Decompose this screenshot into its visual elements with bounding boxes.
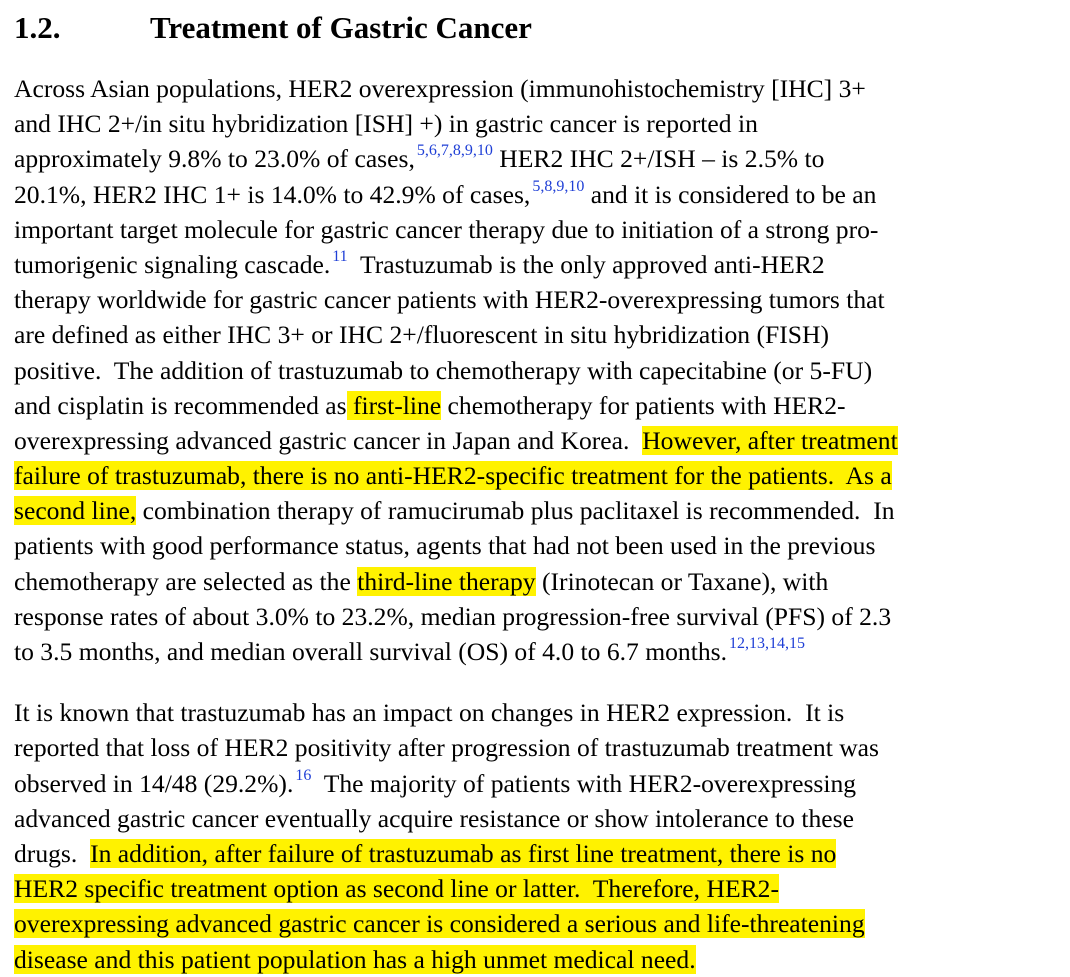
text-line <box>14 695 1064 730</box>
text-run: 20.1%, HER2 IHC 1+ is 14.0% to 42.9% of cases, <box>14 179 531 209</box>
text-line <box>14 634 1064 669</box>
highlighted-text: disease and this patient population has a high unmet medical need. <box>14 944 696 974</box>
section-heading <box>14 10 1064 46</box>
citation-ref[interactable]: 16 <box>295 766 312 784</box>
highlighted-text: second line, <box>14 496 137 526</box>
text-run: drugs. <box>14 838 91 868</box>
text-run: approximately 9.8% to 23.0% of cases, <box>14 144 415 174</box>
highlighted-text: In addition, after failure of trastuzumab as first line treatment, there is no <box>90 838 837 868</box>
text-line <box>14 564 1064 599</box>
text-line <box>14 353 1064 388</box>
text-run: important target molecule for gastric cancer therapy due to initiation of a strong pro- <box>14 214 879 244</box>
highlighted-text: HER2 specific treatment option as second line or latter. Therefore, HER2- <box>14 874 779 904</box>
text-run: The majority of patients with HER2-overexpressing <box>311 768 857 798</box>
text-line <box>14 766 1064 801</box>
section-title: Treatment of Gastric Cancer <box>150 10 532 45</box>
text-line <box>14 458 1064 493</box>
text-line <box>14 801 1064 836</box>
text-run: therapy worldwide for gastric cancer patients with HER2-overexpressing tumors that <box>14 285 885 315</box>
text-line <box>14 212 1064 247</box>
text-run: to 3.5 months, and median overall survival (OS) of 4.0 to 6.7 months. <box>14 637 727 666</box>
section-number: 1.2. <box>14 10 61 45</box>
text-run: It is known that trastuzumab has an impact on changes in HER2 expression. It is <box>14 698 845 728</box>
text-run: chemotherapy for patients with HER2- <box>441 390 846 420</box>
highlighted-text: failure of trastuzumab, there is no anti-HER2-specific treatment for the patients. As a <box>14 461 892 491</box>
text-run: advanced gastric cancer eventually acquire resistance or show intolerance to these <box>14 803 854 833</box>
citation-ref[interactable]: 12,13,14,15 <box>729 635 805 652</box>
text-line <box>14 599 1064 634</box>
text-line <box>14 836 1064 871</box>
text-line <box>14 71 1064 106</box>
text-run: combination therapy of ramucirumab plus paclitaxel is recommended. In <box>136 496 895 526</box>
text-line <box>14 493 1064 528</box>
citation-ref[interactable]: 5,6,7,8,9,10 <box>416 142 493 160</box>
text-run: and cisplatin is recommended as <box>14 390 347 420</box>
highlighted-text: first-line <box>346 390 442 420</box>
text-line <box>14 730 1064 765</box>
text-line <box>14 906 1064 941</box>
paragraph-treatment-overview <box>14 71 1064 669</box>
text-run: patients with good performance status, agents that had not been used in the previous <box>14 531 876 561</box>
text-line <box>14 247 1064 282</box>
text-line <box>14 423 1064 458</box>
text-run: observed in 14/48 (29.2%). <box>14 768 294 798</box>
text-run: overexpressing advanced gastric cancer in Japan and Korea. <box>14 425 643 455</box>
text-line <box>14 317 1064 352</box>
text-run: Trastuzumab is the only approved anti-HER2 <box>347 249 825 279</box>
text-line <box>14 106 1064 141</box>
citation-ref[interactable]: 11 <box>332 247 348 265</box>
text-line <box>14 141 1064 176</box>
text-line <box>14 177 1064 212</box>
highlighted-text: However, after treatment <box>642 425 898 455</box>
citation-ref[interactable]: 5,8,9,10 <box>532 177 585 195</box>
text-run: reported that loss of HER2 positivity after progression of trastuzumab treatment was <box>14 733 880 763</box>
text-run: and IHC 2+/in situ hybridization [ISH] +) in gastric cancer is reported in <box>14 109 758 139</box>
text-run: and it is considered to be an <box>584 179 877 209</box>
text-run: tumorigenic signaling cascade. <box>14 249 331 279</box>
text-run: Across Asian populations, HER2 overexpression (immunohistochemistry [IHC] 3+ <box>14 74 866 103</box>
text-run: (Irinotecan or Taxane), with <box>535 566 829 596</box>
text-run: chemotherapy are selected as the <box>14 566 358 596</box>
text-line <box>14 282 1064 317</box>
text-run: response rates of about 3.0% to 23.2%, median progression-free survival (PFS) of 2.3 <box>14 601 892 631</box>
text-run: HER2 IHC 2+/ISH – is 2.5% to <box>492 144 825 174</box>
highlighted-text: third-line therapy <box>357 566 536 596</box>
text-line <box>14 871 1064 906</box>
document-page <box>14 0 1064 977</box>
paragraph-her2-resistance <box>14 695 1064 977</box>
text-run: positive. The addition of trastuzumab to chemotherapy with capecitabine (or 5-FU) <box>14 355 873 385</box>
text-run: are defined as either IHC 3+ or IHC 2+/fluorescent in situ hybridization (FISH) <box>14 320 829 350</box>
text-line <box>14 388 1064 423</box>
highlighted-text: overexpressing advanced gastric cancer is considered a serious and life-threatening <box>14 909 865 939</box>
text-line <box>14 942 1064 977</box>
text-line <box>14 528 1064 563</box>
